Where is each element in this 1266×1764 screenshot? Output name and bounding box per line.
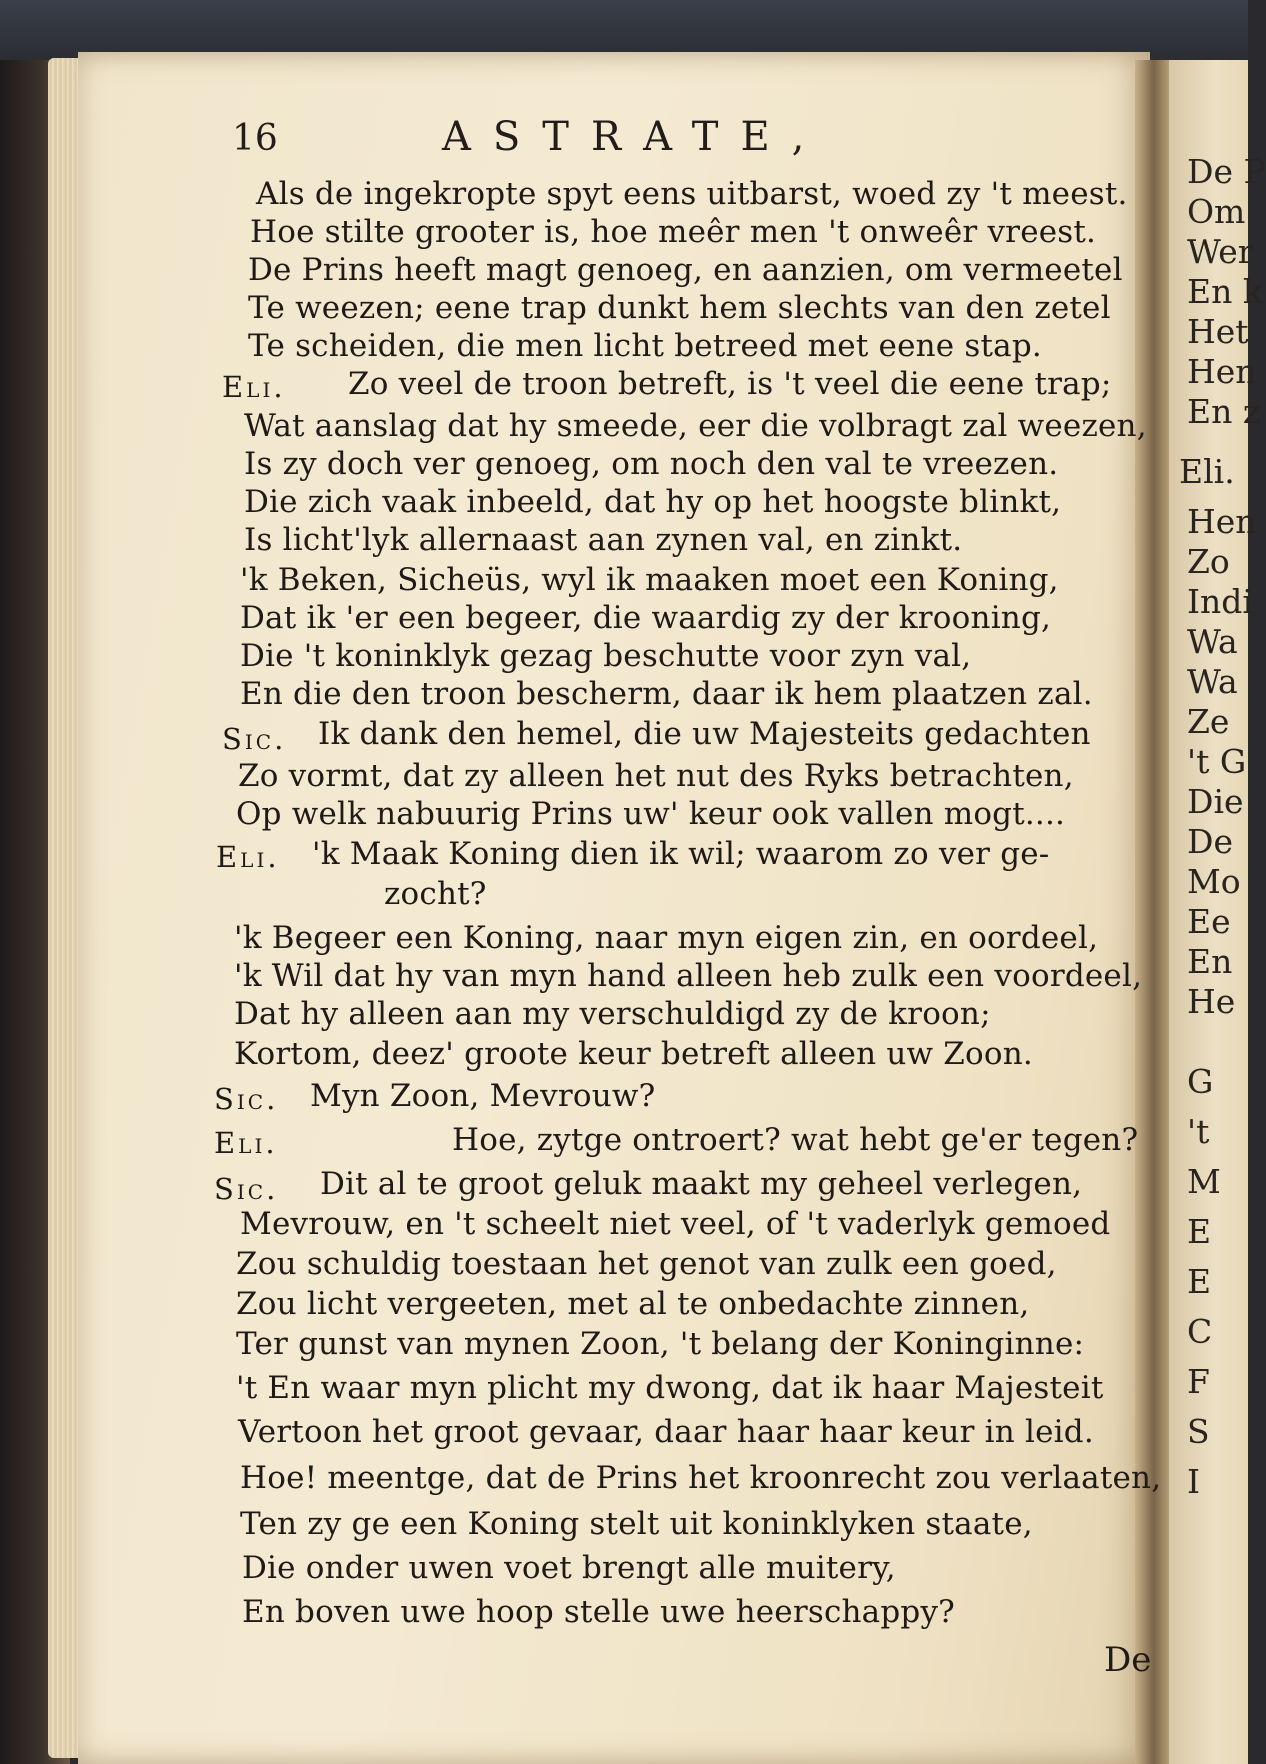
right-page-text: Wa [1187,622,1238,661]
catchword: De [1104,1640,1152,1680]
speaker-label: Eli. [214,1126,278,1160]
verse-line: Ten zy ge een Koning stelt uit koninklyken staate, [240,1506,1033,1542]
right-page-text: He [1187,982,1236,1021]
verse-line: Dit al te groot geluk maakt my geheel verlegen, [320,1166,1083,1202]
right-page-text: En z [1187,392,1261,431]
verse-line: Dat ik 'er een begeer, die waardig zy der krooning, [240,600,1052,636]
right-page-text: F [1187,1362,1210,1401]
verse-line: 'k Beken, Sicheüs, wyl ik maaken moet een Koning, [240,562,1059,598]
verse-line: Dat hy alleen aan my verschuldigd zy de kroon; [234,996,991,1032]
right-page-text: Die [1187,782,1244,821]
verse-line: Zou licht vergeeten, met al te onbedachte zinnen, [236,1286,1030,1322]
speaker-label: Eli. [216,840,280,874]
right-page-text: Zo [1187,542,1230,581]
speaker-label: Sic. [222,722,287,756]
right-page-text: De [1187,822,1233,861]
right-page-text: C [1187,1312,1213,1351]
right-page-text: E [1187,1262,1212,1301]
verse-line: Is zy doch ver genoeg, om noch den val te vreezen. [244,446,1059,482]
verse-line: Is licht'lyk allernaast aan zynen val, en zinkt. [244,522,963,558]
verse-line: Op welk nabuurig Prins uw' keur ook vallen mogt.... [236,796,1066,832]
right-page-text: S [1187,1412,1210,1451]
right-page-text: En [1187,942,1233,981]
right-page-text: 't [1187,1112,1210,1151]
right-page-text: M [1187,1162,1221,1201]
right-page-text: Het [1187,312,1249,351]
right-page-text: Hen [1187,352,1257,391]
verse-line: Ik dank den hemel, die uw Majesteits gedachten [318,716,1091,752]
verse-line: Ter gunst van mynen Zoon, 't belang der Koninginne: [236,1326,1085,1362]
speaker-label: Eli. [222,370,286,404]
right-page-text: En k [1187,272,1263,311]
right-page-text: E [1187,1212,1212,1251]
right-page-text: Eli. [1179,452,1235,491]
verse-line: zocht? [384,876,487,912]
verse-line: De Prins heeft magt genoeg, en aanzien, om vermeetel [248,252,1123,288]
right-page-text: Indi [1187,582,1253,621]
right-page-text: 't G [1187,742,1247,781]
verse-line: Die onder uwen voet brengt alle muitery, [242,1550,896,1586]
verse-line: En boven uwe hoop stelle uwe heerschappy? [242,1594,955,1630]
speaker-label: Sic. [214,1172,279,1206]
verse-line: 't En waar myn plicht my dwong, dat ik haar Majesteit [236,1370,1104,1406]
right-page-text: Hen [1187,502,1257,541]
verse-line: Hoe, zytge ontroert? wat hebt ge'er tegen? [452,1122,1139,1158]
verse-line: Wat aanslag dat hy smeede, eer die volbragt zal weezen, [244,408,1147,444]
verse-line: Hoe! meentge, dat de Prins het kroonrecht zou verlaaten, [240,1460,1162,1496]
right-page-text: I [1187,1462,1201,1501]
verse-line: 'k Begeer een Koning, naar myn eigen zin, en oordeel, [234,920,1099,956]
verse-line: Als de ingekropte spyt eens uitbarst, woed zy 't meest. [256,176,1128,212]
verse-line: Zo veel de troon betreft, is 't veel die eene trap; [348,366,1112,402]
verse-line: Zou schuldig toestaan het genot van zulk een goed, [236,1246,1057,1282]
verse-line: Te scheiden, die men licht betreed met eene stap. [248,328,1042,364]
verse-line: Die 't koninklyk gezag beschutte voor zyn val, [240,638,972,674]
right-page-text: Wa [1187,662,1238,701]
right-page-text: G [1187,1062,1214,1101]
right-page-text: Om [1187,192,1246,231]
running-title: ASTRATE, [442,114,827,160]
right-page-text: Ee [1187,902,1231,941]
page-number: 16 [232,118,278,159]
right-page-text: Ze [1187,702,1230,741]
verse-line: 'k Wil dat hy van myn hand alleen heb zulk een voordeel, [234,958,1143,994]
verse-line: Zo vormt, dat zy alleen het nut des Ryks betrachten, [238,758,1074,794]
speaker-label: Sic. [214,1082,279,1116]
verse-line: Mevrouw, en 't scheelt niet veel, of 't vaderlyk gemoed [240,1206,1111,1242]
verse-line: Myn Zoon, Mevrouw? [310,1078,656,1114]
right-page-text: Wer [1187,232,1254,271]
verse-line: Hoe stilte grooter is, hoe meêr men 't onweêr vreest. [250,214,1097,250]
verse-line: En die den troon bescherm, daar ik hem plaatzen zal. [240,676,1093,712]
right-page-text: De P [1187,152,1266,191]
right-page-text: Mo [1187,862,1241,901]
verse-line: 'k Maak Koning dien ik wil; waarom zo ver ge- [312,836,1050,872]
verse-line: Te weezen; eene trap dunkt hem slechts van den zetel [248,290,1111,326]
verse-line: Kortom, deez' groote keur betreft alleen uw Zoon. [234,1036,1033,1072]
verse-line: Vertoon het groot gevaar, daar haar haar keur in leid. [238,1414,1094,1450]
verse-line: Die zich vaak inbeeld, dat hy op het hoogste blinkt, [244,484,1062,520]
